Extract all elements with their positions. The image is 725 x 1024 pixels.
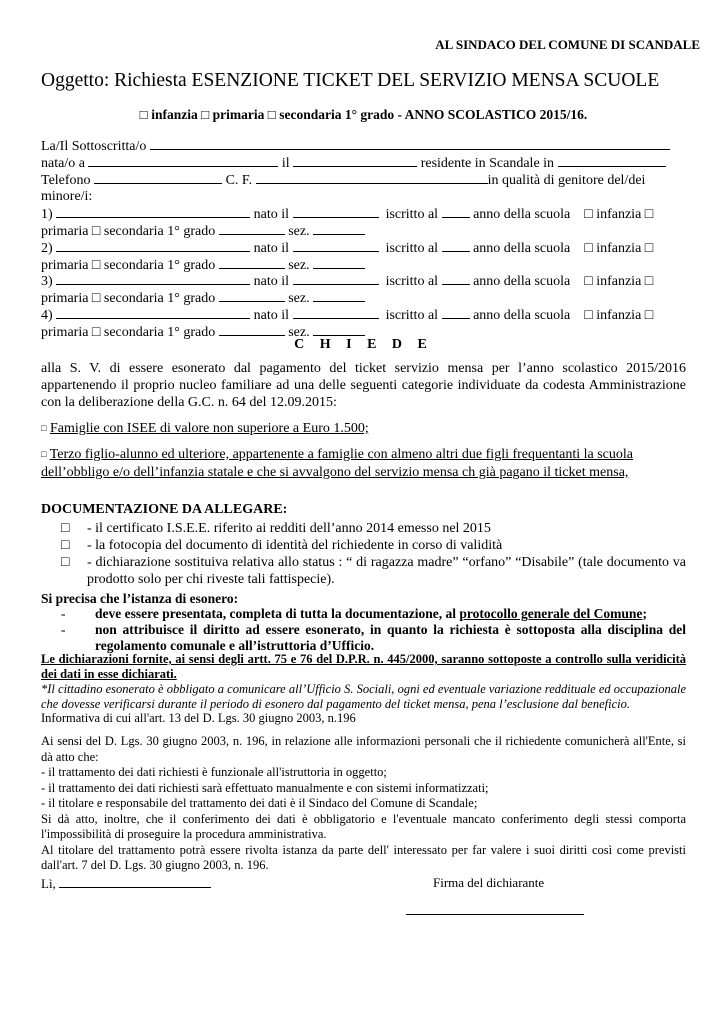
- anno-label: anno della scuola: [473, 308, 571, 323]
- declaration-text: Le dichiarazioni fornite, ai sensi degli artt. 75 e 76 del D.P.R. n. 445/2000, saranno sottoposte a controllo sulla veridicità dei dati in esse dichiarati.: [41, 652, 686, 681]
- sez-label: sez.: [288, 258, 310, 273]
- iscritto-label: iscritto al: [385, 241, 439, 256]
- anno-label: anno della scuola: [473, 274, 571, 289]
- child-number: 4): [41, 308, 53, 323]
- child-grade-field[interactable]: [219, 323, 285, 336]
- dash: -: [61, 606, 66, 621]
- child-row-3: [41, 272, 653, 290]
- child-birth-field[interactable]: [293, 272, 379, 285]
- child-name-field[interactable]: [56, 205, 250, 218]
- premise-text: deve essere presentata, completa di tutta la documentazione, al: [95, 606, 460, 621]
- informativa-title: Informativa di cui all'art. 13 del D. Lgs. 30 giugno 2003, n.196: [41, 711, 356, 725]
- iscritto-label: iscritto al: [385, 308, 439, 323]
- telefono-label: Telefono: [41, 173, 91, 188]
- premise-punct: ;: [642, 606, 647, 621]
- phone-field[interactable]: [94, 171, 222, 184]
- nato-label: nato il: [253, 274, 290, 289]
- child-name-field[interactable]: [56, 272, 250, 285]
- infanzia-checkbox[interactable]: □ infanzia □: [584, 207, 654, 222]
- child-section-field[interactable]: [313, 323, 365, 336]
- premise-item-1: [95, 606, 686, 622]
- privacy-paragraph: Al titolare del trattamento potrà essere rivolta istanza da parte dell' interessato per far valere i suoi diritti così come previsti dall'art. 7 del D. Lgs. 30 giugno 2003, n. 196.: [41, 842, 686, 872]
- cf-label: C. F.: [225, 173, 253, 188]
- premise-list: [61, 606, 686, 654]
- option-isee: [41, 420, 686, 438]
- request-text: alla S. V. di essere esonerato dal pagamento del ticket servizio mensa per l’anno scolastico 2015/2016 appartenendo il proprio nucleo familiare ad una delle seguenti categorie individuate da codesta Amministrazione con la deliberazione della G.C. n. 64 del 12.09.2015:: [41, 361, 686, 410]
- child-row-3-b: [41, 289, 365, 307]
- signature-field[interactable]: [406, 914, 584, 915]
- child-birth-field[interactable]: [293, 239, 379, 252]
- child-name-field[interactable]: [56, 306, 250, 319]
- note-text: *Il cittadino esonerato è obbligato a comunicare all’Ufficio S. Sociali, ogni ed eventuale variazione reddituale ed occupazionale che dovesse verificarsi durante il periodo di esonero dal pagamento del ticket mensa, pena l’esclusione dal beneficio.: [41, 682, 686, 711]
- child-birth-field[interactable]: [293, 205, 379, 218]
- nato-label: nato il: [253, 207, 290, 222]
- child-section-field[interactable]: [313, 289, 365, 302]
- child-year-field[interactable]: [442, 272, 470, 285]
- birthplace-field[interactable]: [88, 154, 278, 167]
- primaria-checkbox[interactable]: primaria □ secondaria 1° grado: [41, 258, 216, 273]
- child-number: 3): [41, 274, 53, 289]
- primaria-checkbox[interactable]: primaria □ secondaria 1° grado: [41, 291, 216, 306]
- anno-label: anno della scuola: [473, 241, 571, 256]
- protocol-link: protocollo generale del Comune: [459, 606, 643, 621]
- residente-label: residente in Scandale in: [420, 156, 555, 171]
- privacy-paragraph: Si dà atto, inoltre, che il conferimento dei dati è obbligatorio e l'eventuale mancato conferimento degli stessi comporta l'impossibilità di proseguire la procedura amministrativa.: [41, 811, 686, 841]
- address-field[interactable]: [558, 154, 666, 167]
- documentation-heading: DOCUMENTAZIONE DA ALLEGARE:: [41, 502, 288, 517]
- sottoscritto-label: La/Il Sottoscritta/o: [41, 139, 147, 154]
- privacy-section: [41, 726, 686, 874]
- primaria-checkbox[interactable]: primaria □ secondaria 1° grado: [41, 325, 216, 340]
- child-section-field[interactable]: [313, 222, 365, 235]
- list-item: [61, 554, 686, 588]
- list-item: [61, 537, 686, 554]
- child-birth-field[interactable]: [293, 306, 379, 319]
- premise-heading: Si precisa che l’istanza di esonero:: [41, 591, 239, 606]
- place-label: Lì,: [41, 876, 56, 891]
- child-row-1-b: [41, 222, 365, 240]
- place-date-line: [41, 875, 211, 892]
- child-row-1: [41, 205, 653, 223]
- sez-label: sez.: [288, 291, 310, 306]
- privacy-paragraph: - il trattamento dei dati richiesti sarà effettuato manualmente e con sistemi informatizzati;: [41, 780, 489, 795]
- infanzia-checkbox[interactable]: □ infanzia □: [584, 308, 654, 323]
- child-grade-field[interactable]: [219, 256, 285, 269]
- list-item: [61, 606, 686, 622]
- nato-label: nato il: [253, 308, 290, 323]
- child-row-2: [41, 239, 653, 257]
- child-grade-field[interactable]: [219, 289, 285, 302]
- phone-line: [41, 171, 645, 189]
- cf-field[interactable]: [256, 171, 488, 184]
- child-number: 1): [41, 207, 53, 222]
- doc-item-label: - il certificato I.S.E.E. riferito ai redditi dell’anno 2014 emesso nel 2015: [87, 521, 491, 536]
- il-label: il: [281, 156, 290, 171]
- privacy-paragraph: - il titolare e responsabile del trattamento dei dati è il Sindaco del Comune di Scandale;: [41, 796, 478, 810]
- doc-checkbox[interactable]: □: [61, 538, 70, 553]
- doc-checkbox[interactable]: □: [61, 521, 70, 536]
- school-level-line: □ infanzia □ primaria □ secondaria 1° grado - ANNO SCOLASTICO 2015/16.: [139, 107, 588, 122]
- dash: -: [61, 622, 66, 637]
- applicant-name-field[interactable]: [150, 137, 670, 150]
- nato-label: nato il: [253, 241, 290, 256]
- qualita-label: in qualità di genitore del/dei: [487, 173, 646, 188]
- subject-title: Oggetto: Richiesta ESENZIONE TICKET DEL SERVIZIO MENSA SCUOLE: [41, 70, 660, 91]
- option-third-child-checkbox[interactable]: □: [41, 449, 47, 459]
- infanzia-checkbox[interactable]: □ infanzia □: [584, 241, 654, 256]
- privacy-paragraph: Ai sensi del D. Lgs. 30 giugno 2003, n. 196, in relazione alle informazioni personali che il richiedente comunicherà all'Ente, si dà atto che:: [41, 734, 686, 764]
- birthdate-field[interactable]: [293, 154, 417, 167]
- nata-a-label: nata/o a: [41, 156, 85, 171]
- privacy-paragraph: - il trattamento dei dati richiesti è funzionale all'istruttoria in oggetto;: [41, 765, 387, 779]
- child-grade-field[interactable]: [219, 222, 285, 235]
- signature-label: Firma del dichiarante: [433, 875, 545, 890]
- doc-item-label: - dichiarazione sostituiva relativa allo status : “ di ragazza madre” “orfano” “Disabile” (tale documento va prodotto solo per chi riveste tali fattispecie).: [87, 555, 686, 587]
- doc-checkbox[interactable]: □: [61, 555, 70, 570]
- iscritto-label: iscritto al: [385, 207, 439, 222]
- option-isee-checkbox[interactable]: □: [41, 423, 47, 433]
- addressee: AL SINDACO DEL COMUNE DI SCANDALE: [435, 37, 700, 52]
- applicant-name-line: [41, 137, 670, 155]
- anno-label: anno della scuola: [473, 207, 571, 222]
- iscritto-label: iscritto al: [385, 274, 439, 289]
- child-name-field[interactable]: [56, 239, 250, 252]
- child-year-field[interactable]: [442, 239, 470, 252]
- child-section-field[interactable]: [313, 256, 365, 269]
- child-row-4: [41, 306, 653, 324]
- sez-label: sez.: [288, 325, 310, 340]
- option-isee-label: Famiglie con ISEE di valore non superiore a Euro 1.500;: [49, 421, 369, 436]
- primaria-checkbox[interactable]: primaria □ secondaria 1° grado: [41, 224, 216, 239]
- minore-label: minore/i:: [41, 189, 93, 204]
- chiede-heading: C H I E D E: [294, 337, 433, 352]
- child-number: 2): [41, 241, 53, 256]
- place-date-field[interactable]: [59, 875, 211, 888]
- option-third-child: [41, 446, 686, 482]
- child-year-field[interactable]: [442, 205, 470, 218]
- infanzia-checkbox[interactable]: □ infanzia □: [584, 274, 654, 289]
- option-third-child-label: Terzo figlio-alunno ed ulteriore, appartenente a famiglie con almeno altri due figli frequentanti la scuola dell’obbligo e/o dell’infanzia statale e che si avvalgono del servizio mensa ch già pagano il ticket mensa,: [41, 447, 633, 480]
- sez-label: sez.: [288, 224, 310, 239]
- list-item: [61, 622, 686, 654]
- premise-item-2: non attribuisce il diritto ad essere esonerato, in quanto la richiesta è sottoposta alla disciplina del regolamento comunale e all’istruttoria d’Ufficio.: [95, 622, 686, 653]
- child-year-field[interactable]: [442, 306, 470, 319]
- list-item: [61, 520, 686, 537]
- doc-item-label: - la fotocopia del documento di identità del richiedente in corso di validità: [87, 538, 503, 553]
- birth-line: [41, 154, 666, 172]
- documentation-list: [61, 520, 686, 588]
